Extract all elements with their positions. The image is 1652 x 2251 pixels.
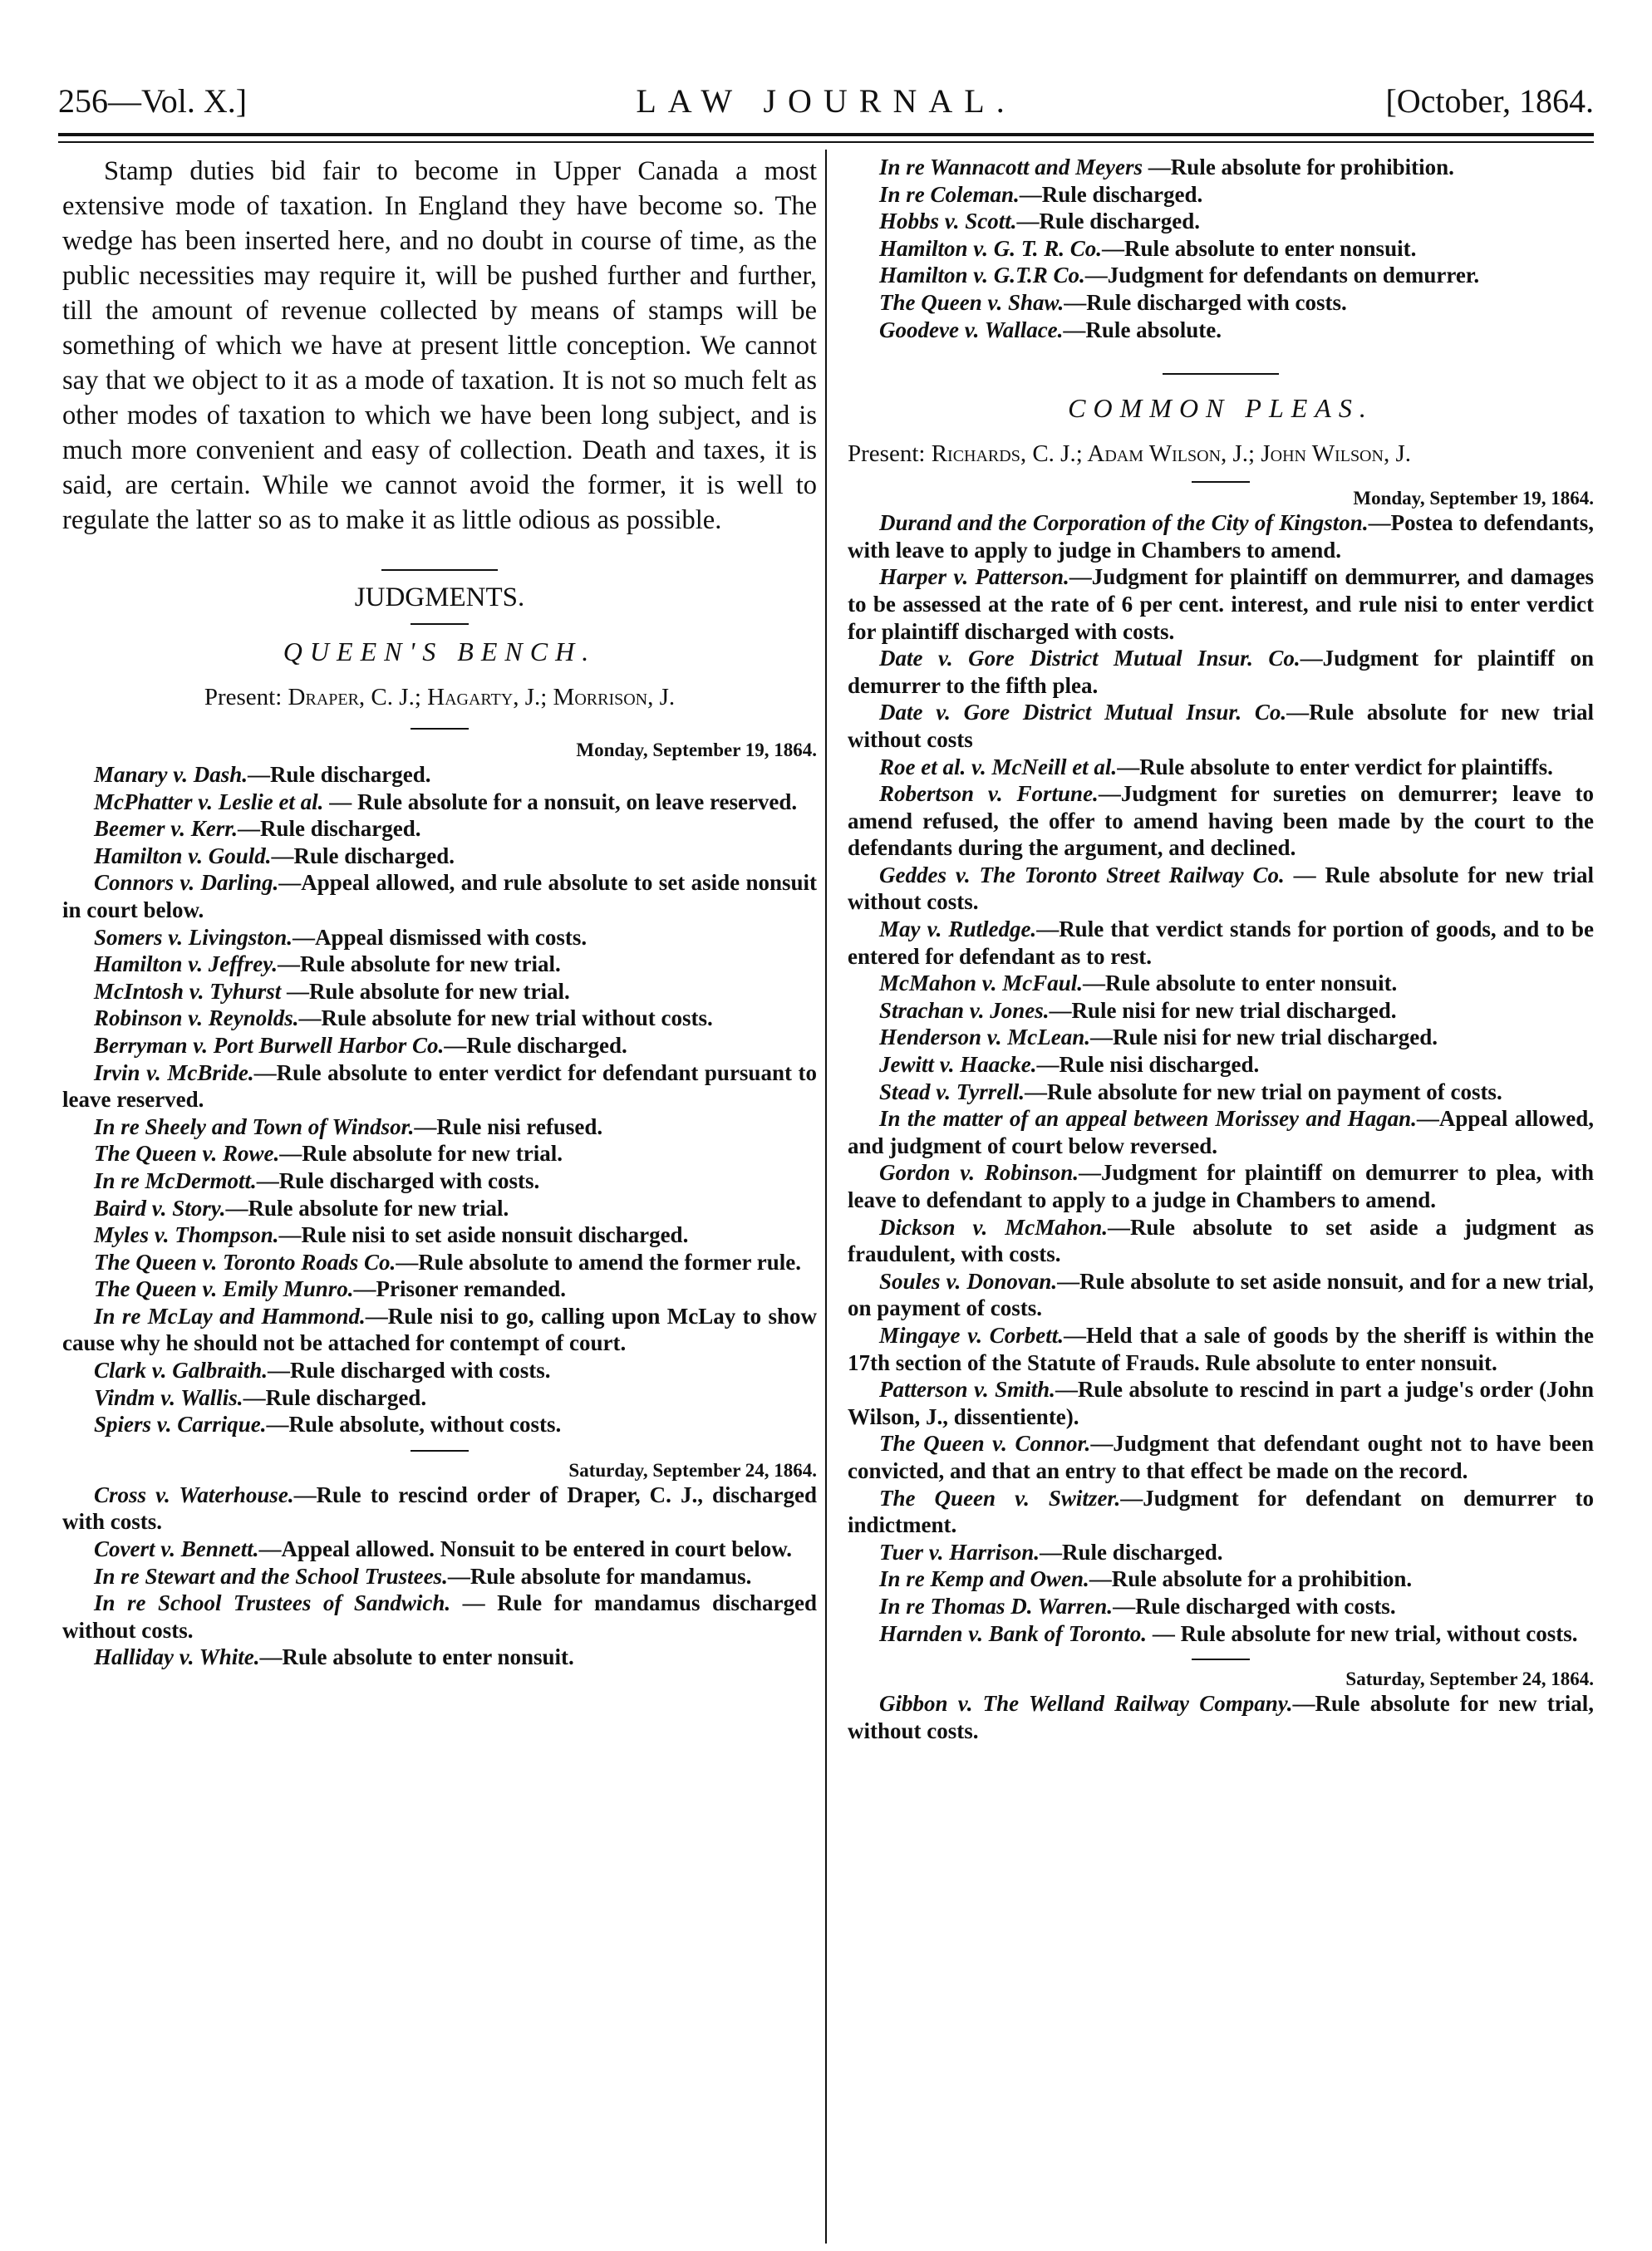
case-name: Baird v. Story. xyxy=(94,1195,226,1221)
judgment-entry xyxy=(848,262,1594,289)
judgment-entry xyxy=(62,1357,817,1384)
ruling-text: —Rule nisi for new trial discharged. xyxy=(1049,997,1397,1023)
case-name: Geddes v. The Toronto Street Railway Co. xyxy=(879,862,1285,887)
ruling-text: —Rule discharged. xyxy=(1040,1539,1223,1565)
judgment-entry xyxy=(848,862,1594,916)
judgment-entry xyxy=(62,1032,817,1059)
header-rule-thin xyxy=(58,141,1594,143)
judgment-entry xyxy=(848,154,1594,181)
judgment-entry xyxy=(848,1322,1594,1376)
case-name: Harper v. Patterson. xyxy=(879,564,1069,590)
ruling-text: —Judgment for plaintiff on demmurrer, and damages to be assessed at the rate of 6 per cent. interest, and rule nisi to enter verdict for plaintiff discharged with costs. xyxy=(848,564,1594,644)
ruling-text: —Appeal allowed, and judgment of court below reversed. xyxy=(848,1106,1594,1158)
ruling-text: —Appeal allowed. Nonsuit to be entered in court below. xyxy=(258,1536,792,1562)
case-name: The Queen v. Emily Munro. xyxy=(94,1276,354,1302)
judgment-entry xyxy=(848,1159,1594,1213)
judgment-entry xyxy=(848,1565,1594,1593)
case-name: Spiers v. Carrique. xyxy=(94,1412,267,1438)
ruling-text: —Rule absolute for new trial without costs. xyxy=(298,1005,713,1031)
ruling-text: —Judgment for defendant on demurrer to indictment. xyxy=(848,1485,1594,1538)
case-name: Covert v. Bennett. xyxy=(94,1536,259,1562)
stamp-duties-paragraph: Stamp duties bid fair to become in Upper Canada a most extensive mode of taxation. In England they have become so. The wedge has been inserted here, and no doubt in course of time, as the public necessities may require it, will be pushed further and further, till the amount of revenue collected by means of stamps will be something of which we have at present little conception. We cannot say that we object to it as a mode of taxation. It is not so much felt as other modes of taxation to which we have been long subject, and is much more convenient and easy of collection. Death and taxes, it is said, are certain. While we cannot avoid the former, it is well to regulate the latter so as to make it as little odious as possible. xyxy=(62,156,817,535)
ruling-text: — Rule absolute for new trial, without costs. xyxy=(1147,1620,1578,1646)
case-name: McMahon v. McFaul. xyxy=(879,971,1084,996)
judgment-entry xyxy=(62,1005,817,1032)
ruling-text: —Rule absolute to enter verdict for defendant pursuant to leave reserved. xyxy=(62,1059,818,1113)
judgment-entry xyxy=(848,235,1594,263)
judgments-heading: JUDGMENTS. xyxy=(354,582,525,612)
ruling-text: —Judgment that defendant ought not to have been convicted, and that an entry to that effect be made on the record. xyxy=(848,1431,1594,1483)
judgment-entry xyxy=(848,1376,1594,1430)
judgment-entry xyxy=(848,1079,1594,1106)
ruling-text: —Rule absolute to set aside a judgment as fraudulent, with costs. xyxy=(848,1214,1594,1267)
ruling-text: —Rule absolute to rescind in part a judge's order (John Wilson, J., dissentiente). xyxy=(848,1377,1595,1429)
ruling-text: —Rule absolute to enter nonsuit. xyxy=(1102,235,1417,261)
judgment-entry xyxy=(848,1539,1594,1566)
case-name: Hamilton v. G.T.R Co. xyxy=(879,263,1085,288)
ruling-text: —Postea to defendants, with leave to apply to judge in Chambers to amend. xyxy=(848,510,1594,563)
case-name: Date v. Gore District Mutual Insur. Co. xyxy=(879,646,1300,671)
ruling-text: —Rule discharged with costs. xyxy=(268,1358,551,1384)
case-name: Mingaye v. Corbett. xyxy=(879,1322,1064,1348)
judgment-entry xyxy=(848,563,1594,645)
ruling-text: —Prisoner remanded. xyxy=(353,1276,567,1302)
judgment-entry xyxy=(848,754,1594,781)
common-pleas-present: Present: Richards, C. J.; Adam Wilson, J.; John Wilson, J. xyxy=(848,440,1411,468)
case-name: Strachan v. Jones. xyxy=(879,997,1050,1023)
ruling-text: — Rule absolute for a nonsuit, on leave reserved. xyxy=(323,789,798,814)
case-name: Stead v. Tyrrell. xyxy=(879,1079,1025,1104)
case-name: Tuer v. Harrison. xyxy=(879,1539,1040,1565)
ruling-text: —Judgment for plaintiff on demurrer to plea, with leave to defendant to apply to a judge in Chambers to amend. xyxy=(848,1160,1594,1212)
judgment-entry xyxy=(62,1644,817,1671)
qb-monday-entries xyxy=(62,761,817,1438)
ruling-text: —Rule discharged. xyxy=(1016,209,1201,234)
ruling-text: —Rule nisi discharged. xyxy=(1036,1052,1260,1078)
ruling-text: —Rule absolute, without costs. xyxy=(266,1412,562,1438)
judgment-entry xyxy=(848,509,1594,563)
ruling-text: —Rule discharged with costs. xyxy=(1064,289,1347,315)
left-column xyxy=(62,154,817,1671)
case-name: Somers v. Livingston. xyxy=(94,924,293,950)
ruling-text: — Rule for mandamus discharged without costs. xyxy=(62,1590,817,1643)
cp-date-monday: Monday, September 19, 1864. xyxy=(1353,488,1594,509)
judgment-entry xyxy=(62,1059,817,1113)
judgment-entry xyxy=(848,1051,1594,1079)
case-name: Clark v. Galbraith. xyxy=(94,1358,268,1384)
judgment-entry xyxy=(848,1620,1594,1648)
case-name: Halliday v. White. xyxy=(94,1644,260,1670)
case-name: The Queen v. Toronto Roads Co. xyxy=(94,1249,396,1275)
common-pleas-judges: Richards, C. J.; Adam Wilson, J.; John Wilson, J. xyxy=(931,440,1411,468)
ruling-text: —Rule absolute to set aside nonsuit, and for a new trial, on payment of costs. xyxy=(848,1268,1594,1321)
judgment-entry xyxy=(848,317,1594,344)
issue-date: [October, 1864. xyxy=(1385,82,1594,120)
case-name: McIntosh v. Tyhurst xyxy=(94,978,282,1004)
judgment-entry xyxy=(62,761,817,789)
case-name: In re McLay and Hammond. xyxy=(94,1303,366,1329)
judgment-entry xyxy=(848,289,1594,317)
judgment-entry xyxy=(848,1214,1594,1268)
case-name: McPhatter v. Leslie et al. xyxy=(94,789,324,814)
judgment-entry xyxy=(62,1167,817,1195)
judgment-entry xyxy=(848,1024,1594,1051)
ruling-text: —Rule discharged. xyxy=(237,816,421,842)
case-name: Roe et al. v. McNeill et al. xyxy=(879,754,1118,779)
case-name: Hobbs v. Scott. xyxy=(879,209,1017,234)
case-name: In re Sheely and Town of Windsor. xyxy=(94,1113,415,1139)
ruling-text: —Rule discharged with costs. xyxy=(1113,1593,1396,1619)
judgment-entry xyxy=(848,181,1594,209)
ruling-text: —Rule absolute for new trial. xyxy=(279,1141,563,1167)
ruling-text: —Rule nisi to go, calling upon McLay to show cause why he should not be attached for contempt of court. xyxy=(62,1303,817,1356)
case-name: Dickson v. McMahon. xyxy=(879,1214,1109,1240)
cp-saturday-entries xyxy=(848,1690,1594,1744)
judgment-entry xyxy=(848,1690,1594,1744)
judgment-entry xyxy=(848,997,1594,1025)
case-name: Manary v. Dash. xyxy=(94,762,248,787)
case-name: In the matter of an appeal between Morissey and Hagan. xyxy=(879,1106,1417,1132)
ruling-text: —Rule discharged. xyxy=(271,843,455,868)
judgment-entry xyxy=(848,1268,1594,1322)
judgment-entry xyxy=(62,869,817,923)
queens-bench-present: Present: Draper, C. J.; Hagarty, J.; Morrison, J. xyxy=(204,684,676,710)
case-name: Connors v. Darling. xyxy=(94,870,279,896)
common-pleas-heading: COMMON PLEAS. xyxy=(1068,393,1374,424)
case-name: May v. Rutledge. xyxy=(879,917,1037,942)
case-name: Vindm v. Wallis. xyxy=(94,1384,243,1410)
journal-title: LAW JOURNAL. xyxy=(636,82,1016,120)
ruling-text: —Rule that verdict stands for portion of goods, and to be entered for defendant as to rest. xyxy=(848,917,1595,969)
cp-date-saturday: Saturday, September 24, 1864. xyxy=(1345,1669,1594,1690)
judgment-entry xyxy=(62,1411,817,1438)
case-name: In re School Trustees of Sandwich. xyxy=(94,1590,451,1616)
judgment-entry xyxy=(62,1275,817,1303)
ruling-text: —Rule discharged. xyxy=(243,1384,427,1410)
ruling-text: —Rule absolute for mandamus. xyxy=(447,1563,752,1589)
judgment-entry xyxy=(62,1482,817,1536)
queens-bench-heading: QUEEN'S BENCH. xyxy=(283,636,597,666)
case-name: Gibbon v. The Welland Railway Company. xyxy=(879,1691,1293,1717)
case-name: Harnden v. Bank of Toronto. xyxy=(879,1620,1148,1646)
ruling-text: —Rule absolute for new trial. xyxy=(281,978,570,1004)
ruling-text: —Rule absolute for new trial. xyxy=(225,1195,509,1221)
case-name: In re Kemp and Owen. xyxy=(879,1566,1089,1592)
case-name: In re Thomas D. Warren. xyxy=(879,1593,1114,1619)
ruling-text: —Judgment for sureties on demurrer; leave to amend refused, the offer to amend having been made by the court to the defendants during the argument, and declined. xyxy=(848,781,1594,861)
judgment-entry xyxy=(62,1249,817,1276)
judgment-entry xyxy=(62,1536,817,1563)
judgment-entry xyxy=(62,1563,817,1590)
ruling-text: —Rule discharged. xyxy=(1019,181,1203,207)
judgment-entry xyxy=(848,208,1594,235)
case-name: The Queen v. Connor. xyxy=(879,1431,1091,1457)
case-name: Beemer v. Kerr. xyxy=(94,816,238,842)
ruling-text: —Rule discharged. xyxy=(444,1032,627,1058)
ruling-text: —Judgment for plaintiff on demurrer to the fifth plea. xyxy=(848,646,1595,698)
case-name: Durand and the Corporation of the City of Kingston. xyxy=(879,510,1369,536)
ruling-text: —Held that a sale of goods by the sheriff is within the 17th section of the Statute of Frauds. Rule absolute to enter nonsuit. xyxy=(848,1322,1594,1375)
qb-saturday-entries xyxy=(62,1482,817,1671)
ruling-text: —Appeal dismissed with costs. xyxy=(293,924,588,950)
header-rule-thick xyxy=(58,133,1594,136)
case-name: Goodeve v. Wallace. xyxy=(879,317,1064,342)
running-header xyxy=(58,81,1594,131)
cp-monday-entries xyxy=(848,509,1594,1647)
case-name: The Queen v. Rowe. xyxy=(94,1141,280,1167)
ruling-text: —Rule discharged. xyxy=(248,762,431,787)
judgment-entry xyxy=(848,970,1594,997)
ruling-text: —Judgment for defendants on demurrer. xyxy=(1084,263,1480,288)
judgment-entry xyxy=(848,1105,1594,1159)
case-name: Irvin v. McBride. xyxy=(94,1059,254,1085)
column-divider xyxy=(825,150,827,2244)
case-name: Patterson v. Smith. xyxy=(879,1377,1055,1403)
case-name: In re Wannacott and Meyers xyxy=(879,155,1143,179)
case-name: In re Stewart and the School Trustees. xyxy=(94,1563,448,1589)
ruling-text: —Rule absolute for new trial. xyxy=(277,951,561,977)
ruling-text: —Rule nisi for new trial discharged. xyxy=(1089,1025,1438,1050)
qb-date-saturday: Saturday, September 24, 1864. xyxy=(568,1459,817,1481)
ruling-text: —Rule nisi to set aside nonsuit discharged. xyxy=(278,1222,689,1248)
ruling-text: —Rule absolute to enter nonsuit. xyxy=(259,1644,574,1670)
judgment-entry xyxy=(848,1485,1594,1539)
ruling-text: —Rule absolute to enter nonsuit. xyxy=(1083,971,1398,996)
case-name: Hamilton v. Jeffrey. xyxy=(94,951,278,977)
judgment-entry xyxy=(62,924,817,951)
case-name: Robinson v. Reynolds. xyxy=(94,1005,299,1031)
ruling-text: —Rule absolute for new trial without costs xyxy=(848,700,1594,752)
right-column xyxy=(848,154,1594,1744)
case-name: Berryman v. Port Burwell Harbor Co. xyxy=(94,1032,445,1058)
judgment-entry xyxy=(848,916,1594,970)
qb-continued-entries xyxy=(848,154,1594,343)
case-name: Hamilton v. Gould. xyxy=(94,843,272,868)
ruling-text: —Rule absolute to enter verdict for plaintiffs. xyxy=(1117,754,1553,779)
ruling-text: —Rule absolute for new trial on payment of costs. xyxy=(1024,1079,1502,1104)
judgment-entry xyxy=(848,1593,1594,1620)
case-name: The Queen v. Shaw. xyxy=(879,289,1064,315)
judgment-entry xyxy=(62,951,817,978)
ruling-text: —Rule to rescind order of Draper, C. J., discharged with costs. xyxy=(62,1482,818,1535)
judgment-entry xyxy=(62,978,817,1005)
judgment-entry xyxy=(62,789,817,816)
case-name: In re McDermott. xyxy=(94,1167,257,1193)
ruling-text: —Rule discharged with costs. xyxy=(256,1167,540,1193)
case-name: Cross v. Waterhouse. xyxy=(94,1482,294,1507)
qb-date-monday: Monday, September 19, 1864. xyxy=(576,740,817,760)
ruling-text: —Rule absolute for new trial, without costs. xyxy=(848,1691,1595,1743)
case-name: In re Coleman. xyxy=(879,181,1020,207)
ruling-text: —Rule absolute. xyxy=(1063,317,1222,342)
case-name: Robertson v. Fortune. xyxy=(879,781,1099,807)
ruling-text: —Rule absolute for prohibition. xyxy=(1143,155,1454,179)
judgment-entry xyxy=(62,1140,817,1167)
judgment-entry xyxy=(62,815,817,843)
case-name: Date v. Gore District Mutual Insur. Co. xyxy=(879,700,1287,725)
case-name: Hamilton v. G. T. R. Co. xyxy=(879,235,1103,261)
judgment-entry xyxy=(848,780,1594,862)
ruling-text: —Appeal allowed, and rule absolute to set aside nonsuit in court below. xyxy=(62,870,817,922)
case-name: The Queen v. Switzer. xyxy=(879,1485,1121,1511)
ruling-text: — Rule absolute for new trial without costs. xyxy=(848,862,1595,915)
case-name: Myles v. Thompson. xyxy=(94,1222,279,1248)
case-name: Soules v. Donovan. xyxy=(879,1268,1058,1294)
judgment-entry xyxy=(848,699,1594,753)
case-name: Gordon v. Robinson. xyxy=(879,1160,1079,1186)
judgment-entry xyxy=(848,645,1594,699)
queens-bench-judges: Draper, C. J.; Hagarty, J.; Morrison, J. xyxy=(288,684,676,710)
judgment-entry xyxy=(62,1195,817,1222)
ruling-text: —Rule absolute to amend the former rule. xyxy=(396,1249,801,1275)
ruling-text: —Rule absolute for a prohibition. xyxy=(1089,1566,1413,1592)
judgment-entry xyxy=(848,1430,1594,1484)
judgment-entry xyxy=(62,843,817,870)
judgment-entry xyxy=(62,1590,817,1644)
case-name: Henderson v. McLean. xyxy=(879,1025,1090,1050)
ruling-text: —Rule nisi refused. xyxy=(414,1113,603,1139)
judgment-entry xyxy=(62,1113,817,1141)
judgment-entry xyxy=(62,1221,817,1249)
volume-page-number: 256—Vol. X.] xyxy=(58,82,248,120)
judgment-entry xyxy=(62,1384,817,1412)
judgment-entry xyxy=(62,1303,817,1357)
case-name: Jewitt v. Haacke. xyxy=(879,1052,1037,1078)
